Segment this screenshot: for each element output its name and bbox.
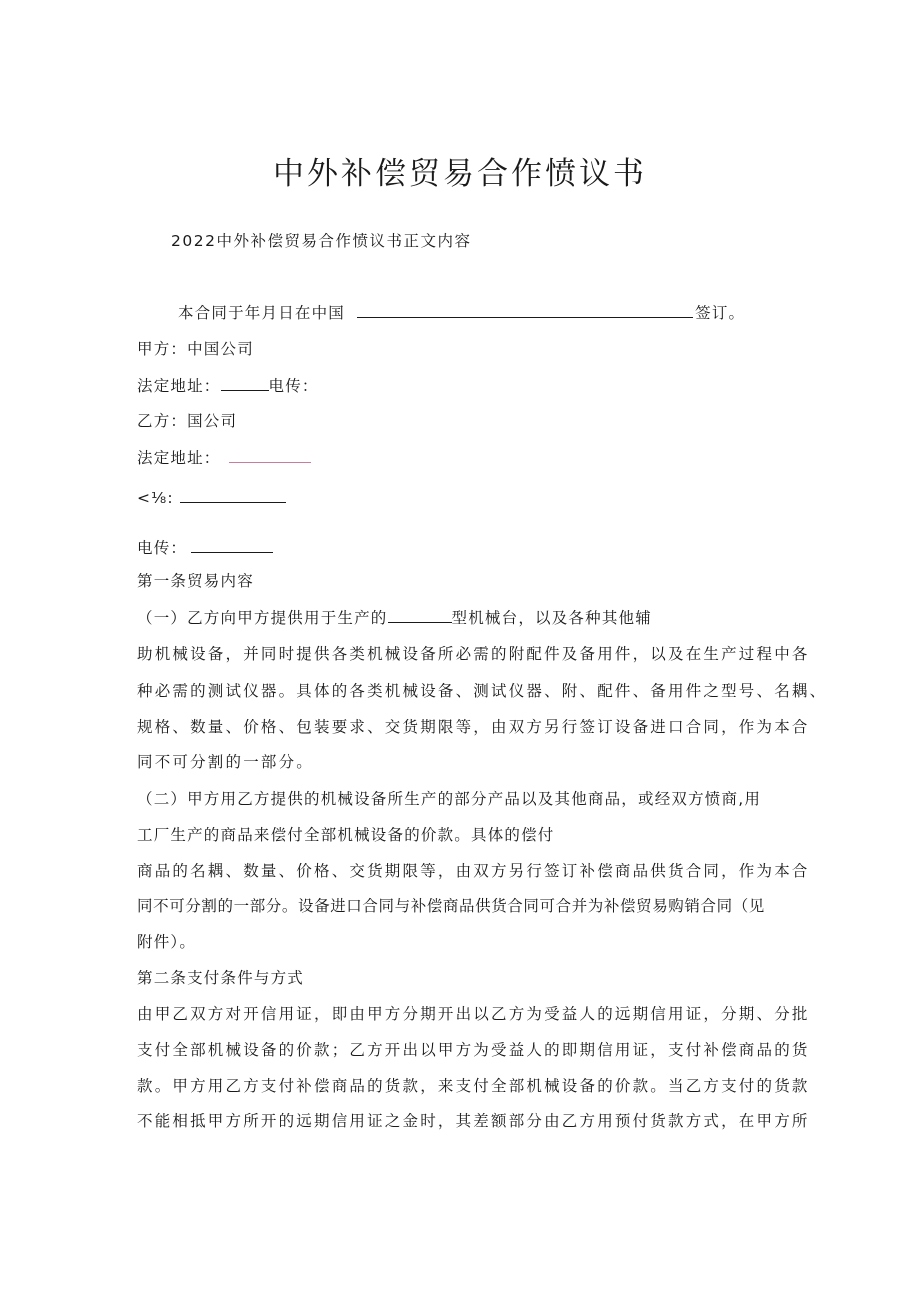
document-subtitle: 2022中外补偿贸易合作愤议书正文内容 [171, 232, 472, 250]
signing-place-blank [357, 301, 693, 318]
article1-item2-line: 商品的名耦、数量、价格、交货期限等，由双方另行签订补偿商品供货合同，作为本合 [137, 862, 810, 880]
garbled-field-line [137, 486, 286, 509]
article1-item2-line: 附件）。 [137, 933, 197, 951]
article1-paragraph-line: 同不可分割的一部分。 [137, 753, 315, 771]
article1-item1-line [137, 606, 652, 629]
article1-item2-line: 同不可分割的一部分。设备进口合同与补偿商品供货合同可合并为补偿贸易购销合同（见 [137, 897, 765, 915]
opening-text-after: 签订。 [695, 304, 746, 322]
machine-model-blank [388, 606, 452, 623]
article2-line: 款。甲方用乙方支付补偿商品的货款，来支付全部机械设备的价款。当乙方支付的货款 [137, 1077, 810, 1095]
article2-line: 不能相抵甲方所开的远期信用证之金时，其差额部分由乙方用预付货款方式，在甲方所 [137, 1112, 810, 1130]
party-a-telex-label: 电传： [268, 377, 319, 395]
party-b: 乙方：国公司 [137, 412, 238, 430]
document-title: 中外补偿贸易合作愤议书 [273, 156, 647, 192]
article1-item1-after: 型机械台，以及各种其他辅 [451, 609, 652, 627]
article1-item2-line: 工厂生产的商品来偿付全部机械设备的价款。具体的偿付 [137, 826, 555, 844]
article1-paragraph-line: 种必需的测试仪器。具体的各类机械设备、测试仪器、附、配件、备用件之型号、名耦、 [137, 682, 828, 700]
article2-line: 支付全部机械设备的价款；乙方开出以甲方为受益人的即期信用证，支付补偿商品的货 [137, 1041, 810, 1059]
article1-item2-line: （二）甲方用乙方提供的机械设备所生产的部分产品以及其他商品，或经双方愤商,用 [137, 790, 762, 808]
garbled-field-blank [180, 486, 286, 503]
telex-label: 电传： [137, 539, 188, 557]
party-b-address-blank [229, 446, 311, 463]
party-a-address-line [137, 374, 319, 397]
article1-heading: 第一条贸易内容 [137, 572, 254, 590]
party-b-address-line [137, 446, 311, 469]
opening-line [178, 301, 745, 324]
party-b-address-label: 法定地址： [137, 449, 221, 467]
article1-paragraph-line: 规格、数量、价格、包装要求、交货期限等，由双方另行签订设备进口合同，作为本合 [137, 718, 810, 736]
article1-paragraph-line: 助机械设备，并同时提供各类机械设备所必需的附配件及备用件，以及在生产过程中各 [137, 645, 810, 663]
telex-line [137, 536, 273, 559]
party-a-address-blank [221, 374, 269, 391]
telex-blank [191, 536, 273, 553]
article2-line: 由甲乙双方对开信用证，即由甲方分期开出以乙方为受益人的远期信用证，分期、分批 [137, 1005, 810, 1023]
article1-item1-before: （一）乙方向甲方提供用于生产的 [137, 609, 388, 627]
garbled-label: <⅛: [137, 489, 174, 507]
article2-heading: 第二条支付条件与方式 [137, 969, 305, 987]
party-a-address-label: 法定地址： [137, 377, 221, 395]
party-a: 甲方：中国公司 [137, 340, 254, 358]
opening-text-before: 本合同于年月日在中国 [178, 304, 346, 322]
